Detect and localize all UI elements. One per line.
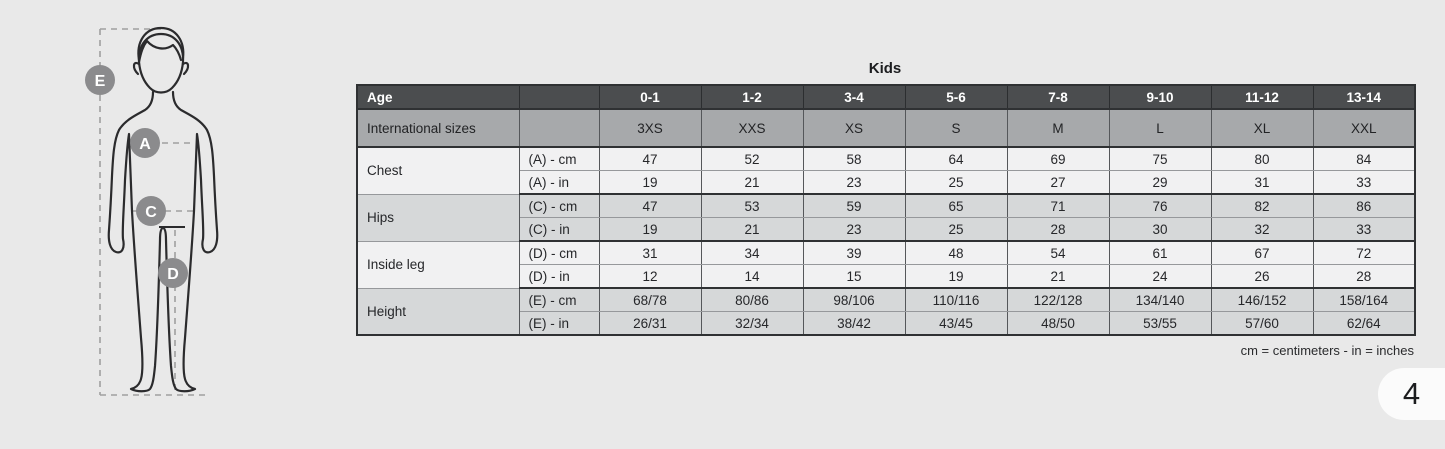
hair-fringe-line (139, 41, 181, 62)
cell: 33 (1313, 171, 1415, 195)
cell: 53/55 (1109, 312, 1211, 336)
empty-cell (519, 109, 599, 147)
cell: 19 (599, 171, 701, 195)
cell: 76 (1109, 194, 1211, 218)
cell: 47 (599, 147, 701, 171)
inside-leg-in-unit: (D) - in (519, 265, 599, 289)
height-cm-unit: (E) - cm (519, 288, 599, 312)
cell: 30 (1109, 218, 1211, 242)
cell: 21 (1007, 265, 1109, 289)
inside-leg-label: Inside leg (357, 241, 519, 288)
age-col-6: 11-12 (1211, 85, 1313, 109)
hips-cm-unit: (C) - cm (519, 194, 599, 218)
cell: 67 (1211, 241, 1313, 265)
chest-cm-row (357, 147, 1415, 171)
cell: 23 (803, 218, 905, 242)
cell: 24 (1109, 265, 1211, 289)
cell: 26 (1211, 265, 1313, 289)
cell: 53 (701, 194, 803, 218)
cell: 57/60 (1211, 312, 1313, 336)
cell: 26/31 (599, 312, 701, 336)
cell: 15 (803, 265, 905, 289)
marker-e-label: E (94, 73, 106, 90)
size-col-5: L (1109, 109, 1211, 147)
cell: 25 (905, 218, 1007, 242)
cell: 23 (803, 171, 905, 195)
cell: 21 (701, 218, 803, 242)
cell: 54 (1007, 241, 1109, 265)
cell: 69 (1007, 147, 1109, 171)
cell: 12 (599, 265, 701, 289)
left-ear (134, 63, 139, 74)
cell: 19 (905, 265, 1007, 289)
age-col-5: 9-10 (1109, 85, 1211, 109)
chest-in-unit: (A) - in (519, 171, 599, 195)
right-ear (183, 63, 188, 74)
chest-cm-unit: (A) - cm (519, 147, 599, 171)
hips-label: Hips (357, 194, 519, 241)
empty-cell (519, 85, 599, 109)
cell: 32 (1211, 218, 1313, 242)
cell: 43/45 (905, 312, 1007, 336)
height-label: Height (357, 288, 519, 335)
age-col-1: 1-2 (701, 85, 803, 109)
chest-label: Chest (357, 147, 519, 194)
cell: 68/78 (599, 288, 701, 312)
size-col-6: XL (1211, 109, 1313, 147)
cell: 98/106 (803, 288, 905, 312)
cell: 25 (905, 171, 1007, 195)
height-cm-row (357, 288, 1415, 312)
size-col-4: M (1007, 109, 1109, 147)
cell: 86 (1313, 194, 1415, 218)
marker-a-label: A (139, 136, 151, 153)
cell: 71 (1007, 194, 1109, 218)
cell: 61 (1109, 241, 1211, 265)
inside-leg-cm-unit: (D) - cm (519, 241, 599, 265)
height-in-unit: (E) - in (519, 312, 599, 336)
cell: 38/42 (803, 312, 905, 336)
page-number-badge (1378, 368, 1445, 420)
inside-leg-cm-row (357, 241, 1415, 265)
cell: 122/128 (1007, 288, 1109, 312)
marker-c-label: C (145, 204, 157, 221)
cell: 146/152 (1211, 288, 1313, 312)
cell: 48 (905, 241, 1007, 265)
cell: 33 (1313, 218, 1415, 242)
size-col-1: XXS (701, 109, 803, 147)
size-col-2: XS (803, 109, 905, 147)
age-col-4: 7-8 (1007, 85, 1109, 109)
hips-in-unit: (C) - in (519, 218, 599, 242)
cell: 28 (1007, 218, 1109, 242)
cell: 58 (803, 147, 905, 171)
cell: 62/64 (1313, 312, 1415, 336)
cell: 39 (803, 241, 905, 265)
cell: 82 (1211, 194, 1313, 218)
body-outline (109, 92, 217, 391)
size-col-7: XXL (1313, 109, 1415, 147)
units-footnote: cm = centimeters - in = inches (1240, 343, 1414, 358)
size-col-0: 3XS (599, 109, 701, 147)
kid-silhouette-figure (55, 8, 275, 440)
cell: 48/50 (1007, 312, 1109, 336)
age-col-2: 3-4 (803, 85, 905, 109)
cell: 80/86 (701, 288, 803, 312)
body-measurement-diagram (55, 8, 275, 440)
cell: 59 (803, 194, 905, 218)
cell: 52 (701, 147, 803, 171)
cell: 72 (1313, 241, 1415, 265)
cell: 28 (1313, 265, 1415, 289)
size-col-3: S (905, 109, 1007, 147)
cell: 29 (1109, 171, 1211, 195)
cell: 31 (599, 241, 701, 265)
age-label: Age (357, 85, 519, 109)
cell: 80 (1211, 147, 1313, 171)
cell: 158/164 (1313, 288, 1415, 312)
hips-cm-row (357, 194, 1415, 218)
age-col-3: 5-6 (905, 85, 1007, 109)
kids-size-table (356, 84, 1416, 336)
cell: 84 (1313, 147, 1415, 171)
cell: 110/116 (905, 288, 1007, 312)
marker-d-label: D (167, 266, 179, 283)
international-sizes-label: International sizes (357, 109, 519, 147)
cell: 27 (1007, 171, 1109, 195)
cell: 134/140 (1109, 288, 1211, 312)
cell: 75 (1109, 147, 1211, 171)
cell: 47 (599, 194, 701, 218)
age-header-row (357, 85, 1415, 109)
cell: 34 (701, 241, 803, 265)
age-col-0: 0-1 (599, 85, 701, 109)
cell: 32/34 (701, 312, 803, 336)
cell: 64 (905, 147, 1007, 171)
cell: 19 (599, 218, 701, 242)
age-col-7: 13-14 (1313, 85, 1415, 109)
cell: 31 (1211, 171, 1313, 195)
cell: 65 (905, 194, 1007, 218)
page-number: 4 (1402, 376, 1421, 411)
cell: 14 (701, 265, 803, 289)
international-sizes-row (357, 109, 1415, 147)
size-table-section (356, 60, 1414, 358)
table-title: Kids (868, 60, 902, 77)
cell: 21 (701, 171, 803, 195)
